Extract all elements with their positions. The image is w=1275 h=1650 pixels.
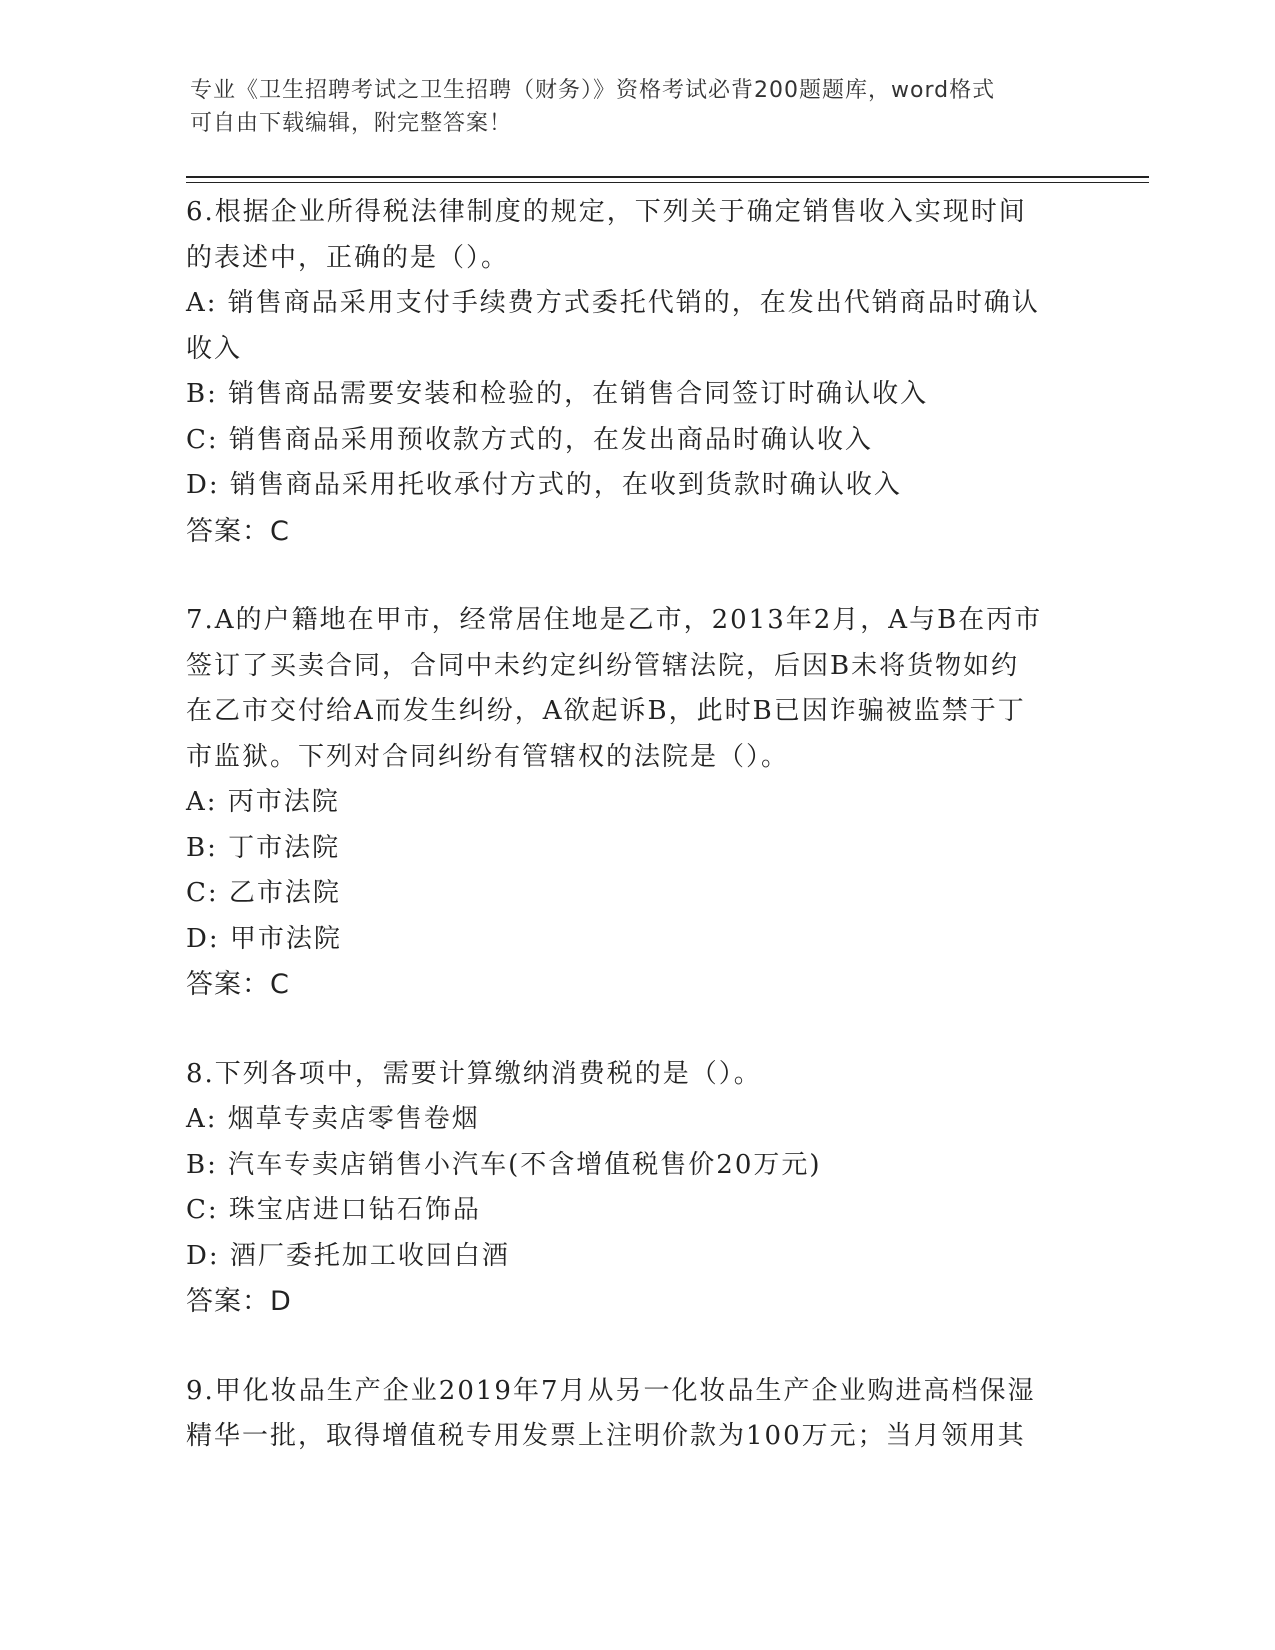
question-stem-line: 签订了买卖合同，合同中未约定纠纷管辖法院，后因B未将货物如约 — [186, 650, 1020, 681]
question-8 — [186, 1052, 1086, 1325]
option-c: C: 销售商品采用预收款方式的，在发出商品时确认收入 — [186, 424, 873, 455]
question-stem-line: 精华一批，取得增值税专用发票上注明价款为100万元；当月领用其 — [186, 1421, 1026, 1451]
header-line-2: 可自由下载编辑，附完整答案！ — [190, 111, 513, 136]
option-d: D: 甲市法院 — [186, 923, 342, 954]
answer-label: 答案：C — [186, 969, 290, 1000]
question-stem-line: 8.下列各项中，需要计算缴纳消费税的是（）。 — [186, 1058, 762, 1089]
option-b: B: 销售商品需要安装和检验的，在销售合同签订时确认收入 — [186, 379, 929, 409]
header-rule-thin — [186, 182, 1149, 183]
option-b: B: 丁市法院 — [186, 832, 341, 863]
question-stem-line: 9.甲化妆品生产企业2019年7月从另一化妆品生产企业购进高档保湿 — [186, 1375, 1036, 1406]
option-c: C: 乙市法院 — [186, 878, 341, 908]
option-b: B: 汽车专卖店销售小汽车(不含增值税售价20万元) — [186, 1149, 822, 1180]
question-stem-line: 7.A的户籍地在甲市，经常居住地是乙市，2013年2月，A与B在丙市 — [186, 605, 1043, 635]
option-d: D: 酒厂委托加工收回白酒 — [186, 1240, 510, 1271]
question-9 — [186, 1369, 1086, 1460]
option-a: A: 丙市法院 — [186, 787, 340, 817]
question-stem-line: 6.根据企业所得税法律制度的规定，下列关于确定销售收入实现时间 — [186, 197, 1027, 227]
question-stem-line: 市监狱。下列对合同纠纷有管辖权的法院是（）。 — [186, 741, 790, 772]
answer-label: 答案：C — [186, 515, 290, 547]
question-6 — [186, 190, 1086, 554]
header-line-1: 专业《卫生招聘考试之卫生招聘（财务）》资格考试必背200题题库，word格式 — [190, 78, 996, 103]
question-spacer — [186, 1008, 1086, 1052]
question-spacer — [186, 554, 1086, 598]
document-header — [190, 74, 1090, 140]
answer-label: 答案：D — [186, 1286, 292, 1317]
option-a-continued: 收入 — [186, 333, 243, 364]
question-stem-line: 的表述中，正确的是（）。 — [186, 242, 510, 273]
option-a: A: 销售商品采用支付手续费方式委托代销的，在发出代销商品时确认 — [186, 288, 1040, 318]
header-rule-thick — [186, 176, 1149, 178]
question-spacer — [186, 1325, 1086, 1369]
question-stem-line: 在乙市交付给A而发生纠纷，A欲起诉B，此时B已因诈骗被监禁于丁 — [186, 696, 1026, 726]
question-list — [186, 190, 1086, 1460]
option-c: C: 珠宝店进口钻石饰品 — [186, 1195, 481, 1225]
question-7 — [186, 598, 1086, 1008]
option-a: A: 烟草专卖店零售卷烟 — [186, 1104, 480, 1134]
option-d: D: 销售商品采用托收承付方式的，在收到货款时确认收入 — [186, 470, 902, 500]
